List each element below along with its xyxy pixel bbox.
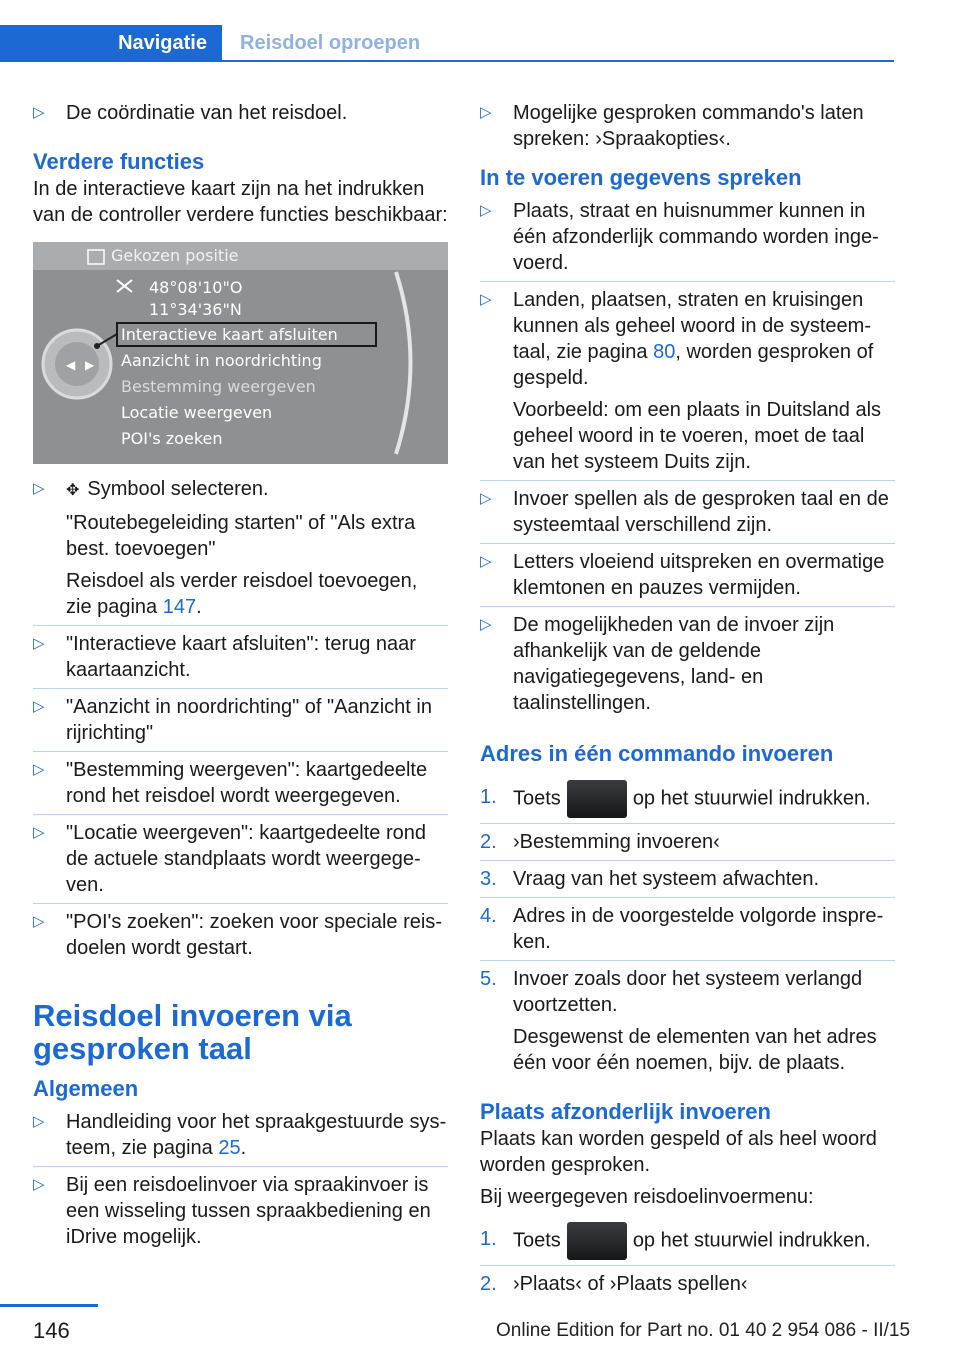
item-subtext: Desgewenst de elementen van het adres één voor één noemen, bijv. de plaats. bbox=[513, 1026, 877, 1074]
triangle-bullet-icon: ▷ bbox=[33, 761, 45, 778]
triangle-bullet-icon: ▷ bbox=[33, 824, 45, 841]
numbered-item: 5. Invoer zoals door het systeem verlangd voortzetten. Desgewenst de elementen van het adres één voor één noemen, bijv. de plaats. bbox=[480, 966, 895, 1076]
right-column bbox=[480, 100, 895, 1297]
paragraph: Bij weergegeven reisdoelinvoermenu: bbox=[480, 1186, 814, 1208]
triangle-bullet-icon: ▷ bbox=[33, 104, 45, 121]
heading-verdere-functies: Verdere functies bbox=[33, 149, 205, 174]
numbered-item: 2. ›Plaats‹ of ›Plaats spellen‹ bbox=[480, 1273, 748, 1295]
screen-menu-item: POI's zoeken bbox=[121, 429, 223, 448]
item-subtext: Voorbeeld: om een plaats in Duitsland als geheel woord in te voeren, moet de taal van het systeem Duits zijn. bbox=[513, 399, 882, 473]
screen-menu-item: Bestemming weergeven bbox=[121, 377, 316, 396]
triangle-bullet-icon: ▷ bbox=[33, 635, 45, 652]
list-item: ▷ Landen, plaatsen, straten en kruisingen kunnen als geheel woord in de systeemtaal, zie pagina 80, worden gesproken of gespeld. Voorbeeld: om een plaats in Duitsland als geheel woord in te voeren, moet de taal van het systeem Duits zijn. bbox=[480, 287, 895, 475]
divider bbox=[33, 814, 448, 815]
svg-text:◀: ◀ bbox=[66, 358, 76, 372]
list-item: ▷ Handleiding voor het spraakgestuurde systeem, zie pagina 25. bbox=[33, 1111, 447, 1159]
numbered-item: 2. ›Bestemming invoeren‹ bbox=[480, 831, 720, 853]
page-link[interactable]: 147 bbox=[162, 596, 197, 618]
triangle-bullet-icon: ▷ bbox=[480, 490, 492, 507]
divider bbox=[480, 823, 895, 824]
screen-menu-item: Aanzicht in noordrichting bbox=[121, 351, 322, 370]
voice-button-icon bbox=[567, 780, 627, 818]
divider bbox=[480, 480, 895, 481]
list-item: ▷ "Aanzicht in noordrichting" of "Aanzicht in rijrichting" bbox=[33, 696, 432, 744]
paragraph: In de interactieve kaart zijn na het indrukken van de controller verdere functies beschikbaar: bbox=[33, 178, 448, 226]
heading-adres: Adres in één commando invoeren bbox=[480, 741, 834, 766]
triangle-bullet-icon: ▷ bbox=[33, 698, 45, 715]
crosshair-icon: ✥ bbox=[66, 482, 80, 499]
heading-plaats: Plaats afzonderlijk invoeren bbox=[480, 1099, 771, 1124]
triangle-bullet-icon: ▷ bbox=[480, 104, 492, 121]
numbered-item: 1. Toets op het stuurwiel indrukken. bbox=[480, 780, 895, 818]
divider bbox=[480, 860, 895, 861]
section-title: Reisdoel invoeren via gesproken taal bbox=[33, 998, 352, 1066]
screen-menu-item: Interactieve kaart afsluiten bbox=[121, 325, 338, 344]
triangle-bullet-icon: ▷ bbox=[480, 616, 492, 633]
list-item: ▷ "POI's zoeken": zoeken voor speciale reisdoelen wordt gestart. bbox=[33, 911, 442, 959]
idrive-screenshot bbox=[33, 242, 448, 464]
item-text: Symbool selecteren. bbox=[87, 478, 269, 500]
page-link[interactable]: 25 bbox=[218, 1137, 241, 1159]
triangle-bullet-icon: ▷ bbox=[480, 291, 492, 308]
list-item: ▷ Mogelijke gesproken commando's laten spreken: ›Spraakopties‹. bbox=[480, 102, 864, 150]
list-item: ▷ "Locatie weergeven": kaartgedeelte rond de actuele standplaats wordt weergegeven. bbox=[33, 822, 426, 896]
page-link[interactable]: 80 bbox=[653, 341, 676, 363]
header-tabbar bbox=[0, 25, 894, 61]
divider bbox=[480, 897, 895, 898]
item-text: De coördinatie van het reisdoel. bbox=[66, 102, 348, 124]
tab-navigatie[interactable]: Navigatie bbox=[0, 25, 222, 61]
item-subtext: Reisdoel als verder reisdoel toevoegen, zie pagina 147. bbox=[66, 570, 418, 618]
list-item: ▷ Plaats, straat en huisnummer kunnen in één afzonderlijk commando worden ingevoerd. bbox=[480, 200, 879, 274]
triangle-bullet-icon: ▷ bbox=[33, 1176, 45, 1193]
screen-coord-2: 11°34'36"N bbox=[149, 300, 242, 319]
triangle-bullet-icon: ▷ bbox=[33, 480, 45, 497]
tab-reisdoel-oproepen[interactable]: Reisdoel oproepen bbox=[240, 32, 421, 54]
heading-algemeen: Algemeen bbox=[33, 1076, 139, 1101]
list-item: ▷ Letters vloeiend uitspreken en overmatige klemtonen en pauzes vermijden. bbox=[480, 551, 885, 599]
edition-text: Online Edition for Part no. 01 40 2 954 086 - II/15 bbox=[496, 1320, 911, 1341]
list-item: ▷ Bij een reisdoelinvoer via spraakinvoer is een wisseling tussen spraakbediening en iDrive mogelijk. bbox=[33, 1174, 431, 1248]
numbered-item: 3. Vraag van het systeem afwachten. bbox=[480, 868, 820, 890]
divider bbox=[480, 606, 895, 607]
divider bbox=[480, 543, 895, 544]
list-item: ▷ Invoer spellen als de gesproken taal en de systeemtaal verschillend zijn. bbox=[480, 488, 889, 536]
list-item: ▷ "Interactieve kaart afsluiten": terug naar kaartaanzicht. bbox=[33, 633, 416, 681]
heading-spreken: In te voeren gegevens spreken bbox=[480, 165, 802, 190]
item-subtext: "Routebegeleiding starten" of "Als extra best. toevoegen" bbox=[66, 512, 416, 560]
divider bbox=[33, 688, 448, 689]
list-item: ▷ De mogelijkheden van de invoer zijn afhankelijk van de geldende navigatiegegevens, land- en taalinstellingen. bbox=[480, 614, 835, 714]
numbered-item: 4. Adres in de voorgestelde volgorde inspreken. bbox=[480, 905, 884, 953]
left-column bbox=[33, 100, 448, 1250]
page-number: 146 bbox=[33, 1318, 70, 1343]
voice-button-icon bbox=[567, 1222, 627, 1260]
divider bbox=[480, 960, 895, 961]
list-item bbox=[33, 100, 448, 126]
divider bbox=[33, 751, 448, 752]
list-item bbox=[33, 476, 448, 620]
footer-rule bbox=[0, 1304, 98, 1307]
divider bbox=[33, 625, 448, 626]
screen-coord-1: 48°08'10"O bbox=[149, 278, 243, 297]
triangle-bullet-icon: ▷ bbox=[480, 553, 492, 570]
triangle-bullet-icon: ▷ bbox=[480, 202, 492, 219]
paragraph: Plaats kan worden gespeld of als heel woord worden gesproken. bbox=[480, 1128, 877, 1176]
divider bbox=[480, 281, 895, 282]
divider bbox=[33, 903, 448, 904]
triangle-bullet-icon: ▷ bbox=[33, 913, 45, 930]
divider bbox=[480, 1265, 895, 1266]
triangle-bullet-icon: ▷ bbox=[33, 1113, 45, 1130]
divider bbox=[33, 1166, 448, 1167]
screen-menu-item: Locatie weergeven bbox=[121, 403, 273, 422]
numbered-item: 1. Toets op het stuurwiel indrukken. bbox=[480, 1222, 895, 1260]
svg-text:▶: ▶ bbox=[85, 358, 95, 372]
header-rule bbox=[0, 60, 894, 62]
screen-title: Gekozen positie bbox=[111, 246, 239, 265]
list-item: ▷ "Bestemming weergeven": kaartgedeelte rond het reisdoel wordt weergegeven. bbox=[33, 759, 428, 807]
